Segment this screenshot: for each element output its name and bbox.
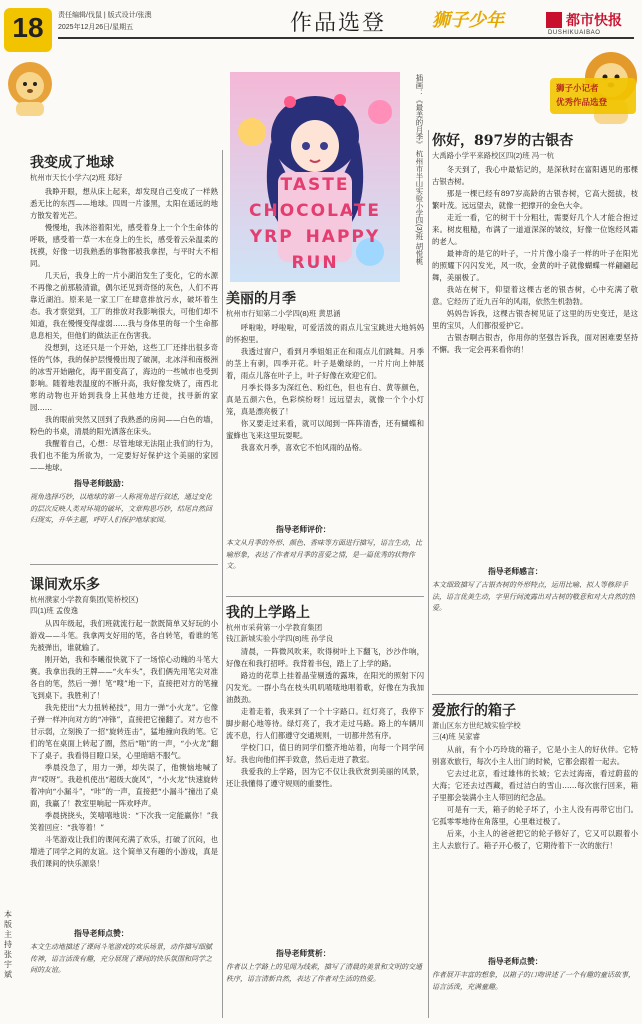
paragraph: 季晨没急了，用力一弹，却失误了，他懊恼地喊了声“哎呀”。我趁机使出“超级大旋风”，“小火龙”快速旋转着冲向“小漏斗”，“咔”的一声，直接把“小漏斗”撞出了桌面，我赢了！教室里响起一阵欢呼声。	[30, 763, 218, 808]
article-body	[432, 164, 638, 556]
teacher-comment: 视角选择巧妙，以地球的第一人称视角进行叙述，通过变化的层次反映人类对环境的破坏，文章构思巧妙，结尾自然回归现实，升华主题，呼吁人们保护地球家园。	[30, 493, 212, 524]
paragraph: 我透过窗户，看到月季姐姐正在和雨点儿们跳舞。月季的茎上有刺，四季开花。叶子是嫩绿的，一片片向上伸展着，雨点儿落在叶子上，叶子好像在欢迎它们。	[226, 347, 424, 380]
article-author-class: 三(4)班 吴家睿	[432, 732, 481, 741]
article-title: 我变成了地球	[30, 155, 114, 171]
paragraph: 走近一看，它的树干十分粗壮，需要好几个人才能合抱过来。树皮粗糙，布满了一道道深深的皱纹，好像一位饱经风霜的老人。	[432, 213, 638, 246]
teacher-comment: 本文生动地描述了课间斗笔游戏的欢乐场景，动作描写细腻传神，语言活泼有趣，充分展现了课间的快乐氛围和同学之间的友谊。	[30, 943, 212, 974]
divider-middle	[226, 596, 424, 597]
paragraph: 最神奇的是它的叶子，一片片像小扇子一样的叶子在阳光的照耀下闪闪发光，风一吹，金黄的叶子就像蝴蝶一样翩翩起舞，美丽极了。	[432, 249, 638, 282]
teacher-comment-heading: 指导老师感言：	[488, 567, 543, 576]
article-title: 你好，897岁的古银杏	[432, 133, 574, 149]
article-title: 我的上学路上	[226, 605, 310, 621]
paragraph: 学校门口，值日的同学们整齐地站着，向每一个同学问好。我也向他们挥手致意，然后走进了教室。	[226, 743, 424, 764]
paragraph: 季晨挠挠头，笑嘻嘻地说：“下次我一定能赢你！”我笑着回应：“我等着！”	[30, 811, 218, 832]
paragraph: 从四年级起，我们班就流行起一款既简单又好玩的小游戏——斗笔。我拿两支好用的笔，各自转笔，看谁的笔先被弹出，谁就输了。	[30, 619, 218, 652]
paragraph: 冬天到了，我心中最惦记的，是深秋时在富阳遇见的那棵古银杏树。	[432, 165, 638, 186]
paragraph: 从前，有个小巧玲珑的箱子，它是小主人的好伙伴。它特别喜欢旅行，每次小主人出门的时候，它都会跟着一起去。	[432, 745, 638, 766]
teacher-comment-heading: 指导老师鼓励：	[74, 479, 129, 488]
article-author-class: 四(1)班 孟俊逸	[30, 606, 79, 615]
article-suitcase	[432, 698, 638, 1014]
paragraph: 我先使出“大力扭转秘技”，用力一弹“小火龙”。它像子弹一样冲向对方的“冲锋”，直接把它撞翻了。对方也不甘示弱，立刻换了一招“旋转连击”，猛地撞向我的笔。它们的笔在桌面上转起了圈，然后“啪”的一声，“小火龙”翻下了桌子。我看得目瞪口呆，心里暗暗不服气。	[30, 703, 218, 760]
paragraph: 它去过北京，看过雄伟的长城；它去过海南，看过蔚蓝的大海；它还去过西藏，看过洁白的雪山……每次旅行回来，箱子里都会装满小主人带回的纪念品。	[432, 769, 638, 802]
teacher-comment: 作者展开丰富的想象，以箱子的口吻讲述了一个有趣的童话故事，语言活泼，充满童趣。	[432, 971, 635, 991]
paper-name: 都市快报	[566, 13, 622, 29]
article-body	[226, 646, 424, 942]
paragraph: 我站在树下，仰望着这棵古老的银杏树，心中充满了敬意。它经历了近九百年的风雨，依然生机勃勃。	[432, 285, 638, 306]
section-title: 作品选登	[290, 11, 387, 36]
paragraph: 没想到，这还只是一个开始，这些工厂还排出很多奇怪的气体，我的保护层慢慢出现了破洞，北冰洋和南极洲的冰雪开始融化，海平面变高了，海边的一些城市也受到影响。随着地表温度的不断升高，我好像发烧了，南西北寒的动物也开始到我身上其他地方迁徙，找寻新的家园……	[30, 343, 218, 412]
article-author: 杭州市行知第二小学四(8)班 黄思涵	[226, 309, 341, 318]
paragraph: 妈妈告诉我，这棵古银杏树见证了这里的历史变迁，是这里的宝贝，人们都很爱护它。	[432, 309, 638, 330]
article-title: 美丽的月季	[226, 291, 296, 307]
article-rose	[226, 286, 424, 592]
paragraph: 路边的花草上挂着晶莹剔透的露珠，在阳光的照射下闪闪发光。一群小鸟在枝头叽叽喳喳地唱着歌，好像在为我加油鼓劲。	[226, 671, 424, 704]
teacher-comment: 本文从月季的外形、颜色、香味等方面进行描写，语言生动，比喻形象，表达了作者对月季的喜爱之情，是一篇优秀的状物作文。	[226, 539, 422, 570]
paragraph: 清晨，一阵微风吹来，吹得树叶上下翻飞，沙沙作响，好像在和我打招呼。我背着书包，踏上了上学的路。	[226, 647, 424, 668]
column-rule-left	[222, 150, 223, 1018]
badge-line1: 狮子小记者	[556, 84, 599, 94]
teacher-comment-heading: 指导老师点赞：	[74, 929, 129, 938]
paragraph: 古银杏啊古银杏，你用你的坚强告诉我，面对困难要坚持不懈。我一定会再来看你的！	[432, 333, 638, 354]
lion-mascot-left	[2, 58, 58, 118]
paper-logo-box	[546, 12, 562, 28]
painting-text: TASTE CHOCOLATE YRP HAPPY RUN	[249, 175, 381, 273]
paragraph: 呼啦啦，呼啦啦，可爱活泼的雨点儿宝宝跳进大地妈妈的怀抱里。	[226, 323, 424, 344]
article-author-class: 钱江新城实验小学四(8)班 孙学良	[226, 634, 334, 643]
header-line	[58, 37, 634, 39]
teacher-comment-heading: 指导老师赏析：	[276, 949, 331, 958]
header-meta-date: 2025年12月26日/星期五	[58, 24, 134, 31]
page-number: 18	[12, 12, 44, 43]
article-body	[30, 618, 218, 920]
article-author: 杭州市天长小学六(2)班 郑好	[30, 173, 123, 182]
paragraph: 月季长得多为深红色、粉红色，但也有白、黄等颜色，真是五颜六色，色彩缤纷呀！远远望去，就像一个个小灯笼，真是漂亮极了！	[226, 383, 424, 416]
badge-line2: 优秀作品选登	[556, 98, 608, 108]
article-recess	[30, 570, 218, 1010]
paragraph: 我喜欢月季，喜欢它不怕风雨的品格。	[240, 443, 367, 452]
column-rule-right	[428, 130, 429, 1018]
article-earth	[30, 148, 218, 562]
paragraph: 我爱我的上学路，因为它不仅让我欣赏到美丽的风景，还让我懂得了遵守规则的重要性。	[226, 767, 424, 788]
divider-left	[30, 564, 218, 565]
paragraph: 我睁开眼，想从床上起来，却发现自己变成了一样熟悉无比的东西——地球。四周一片漆黑，太阳在遥远的地方散发着光芒。	[30, 187, 218, 220]
side-credit: 本版主持 张宇斌	[4, 910, 12, 979]
paragraph: 后来，小主人的爸爸把它的轮子修好了，它又可以跟着小主人去旅行了。箱子开心极了，它期待着下一次的旅行！	[432, 829, 638, 850]
paragraph: 几天后，我身上的一片小湖泊发生了变化，它的水源不再像之前那般清澈，偶尔还见到奇怪的灰色，人们不再靠近湖泊。原来是一家工厂在肆意排放污水，破坏着生态。我才察觉到，工厂的排放对我影响很大，可他们却不知道，我在慢慢变得虚弱……我与身体里的每一个生命都息息相关，但他们的做法正在伤害我。	[30, 271, 218, 340]
teacher-comment: 作者以上学路上的见闻为线索，描写了清晨的美景和文明的交通秩序，语言清新自然，表达了作者对生活的热爱。	[226, 963, 422, 983]
page-header	[0, 0, 642, 60]
paragraph: 我的眼前突然又回到了我熟悉的房间——白色的墙，粉色的书桌，清晨的阳光洒落在床头。	[30, 415, 218, 436]
teacher-comment: 本文细致描写了古银杏树的外形特点，运用比喻、拟人等修辞手法，语言优美生动，字里行间流露出对古树的敬意和对大自然的热爱。	[432, 581, 635, 612]
article-ginkgo	[432, 126, 638, 690]
paragraph: 走着走着，我来到了一个十字路口。红灯亮了，我停下脚步耐心地等待。绿灯亮了，我才走过马路。路上的车辆川流不息，行人们都遵守交通规则，一切都井然有序。	[226, 707, 424, 740]
painting-caption: 插画：《最美的月季》 杭州市半山实验小学四(3)班 胡悦桃	[415, 74, 424, 265]
article-body	[432, 744, 638, 948]
paragraph: 刚开始，我和李曦很快就下了一场惊心动魄的斗笔大赛。我拿出我的王牌——“火车头”，我们俩先用笔尖对准各自的笔，然后一弹！笔“嗖”地一下，直接把对方的笔撞飞到桌下。我胜利了！	[30, 655, 218, 700]
teacher-comment-heading: 指导老师点赞：	[488, 957, 543, 966]
paragraph: 你又要走过来看，就可以闻到一阵阵清香，还有蝴蝶和蜜蜂也飞来这里玩耍呢。	[226, 419, 424, 440]
paragraph: 斗笔游戏让我们的课间充满了欢乐，打破了沉闷，也增进了同学之间的友谊。这个简单又有趣的小游戏，真是我们课间的快乐源泉！	[30, 835, 218, 868]
header-meta-editor: 责任编辑/伐鼠 | 版式设计/张澳	[58, 12, 152, 19]
article-author: 杭州濮家小学教育集团(笕桥校区)	[30, 595, 139, 604]
paragraph: 我醒着自己，心想：尽管地球无法阻止我们的行为，我们也不能为所欲为，一定要好好保护这个美丽的家园——地球。	[30, 439, 218, 472]
teacher-comment-heading: 指导老师评价：	[276, 525, 331, 534]
paragraph: 那是一棵已经有897岁高龄的古银杏树，它高大挺拔，枝繁叶茂。远远望去，就像一把撑开的金色大伞。	[432, 189, 638, 210]
article-author: 大禹路小学平来路校区四(2)班 冯一杭	[432, 151, 554, 160]
article-title: 课间欢乐多	[30, 577, 100, 593]
article-author: 杭州市采荷第一小学教育集团	[226, 623, 323, 632]
column-brand: 狮子少年	[432, 10, 504, 31]
paper-pinyin: DUSHIKUAIBAO	[548, 30, 601, 36]
paragraph: 慢慢地，我沐浴着阳光，感受着身上一个个生命体的呼吸，感受着一草一木在身上的生长，感受着云朵温柔的抚摸，好像一切我熟悉的事物都被我拿捏，与平时大不相同。	[30, 223, 218, 268]
paragraph: 可是有一天，箱子的轮子坏了，小主人没有再带它出门。它孤零零地待在角落里，心里难过极了。	[432, 805, 638, 826]
article-title: 爱旅行的箱子	[432, 703, 516, 719]
article-school-road	[226, 600, 424, 1014]
student-painting	[230, 72, 400, 282]
article-author: 萧山区东方世纪城实验学校	[432, 721, 521, 730]
article-body	[226, 322, 424, 518]
article-body	[30, 186, 218, 472]
divider-right	[432, 694, 638, 695]
